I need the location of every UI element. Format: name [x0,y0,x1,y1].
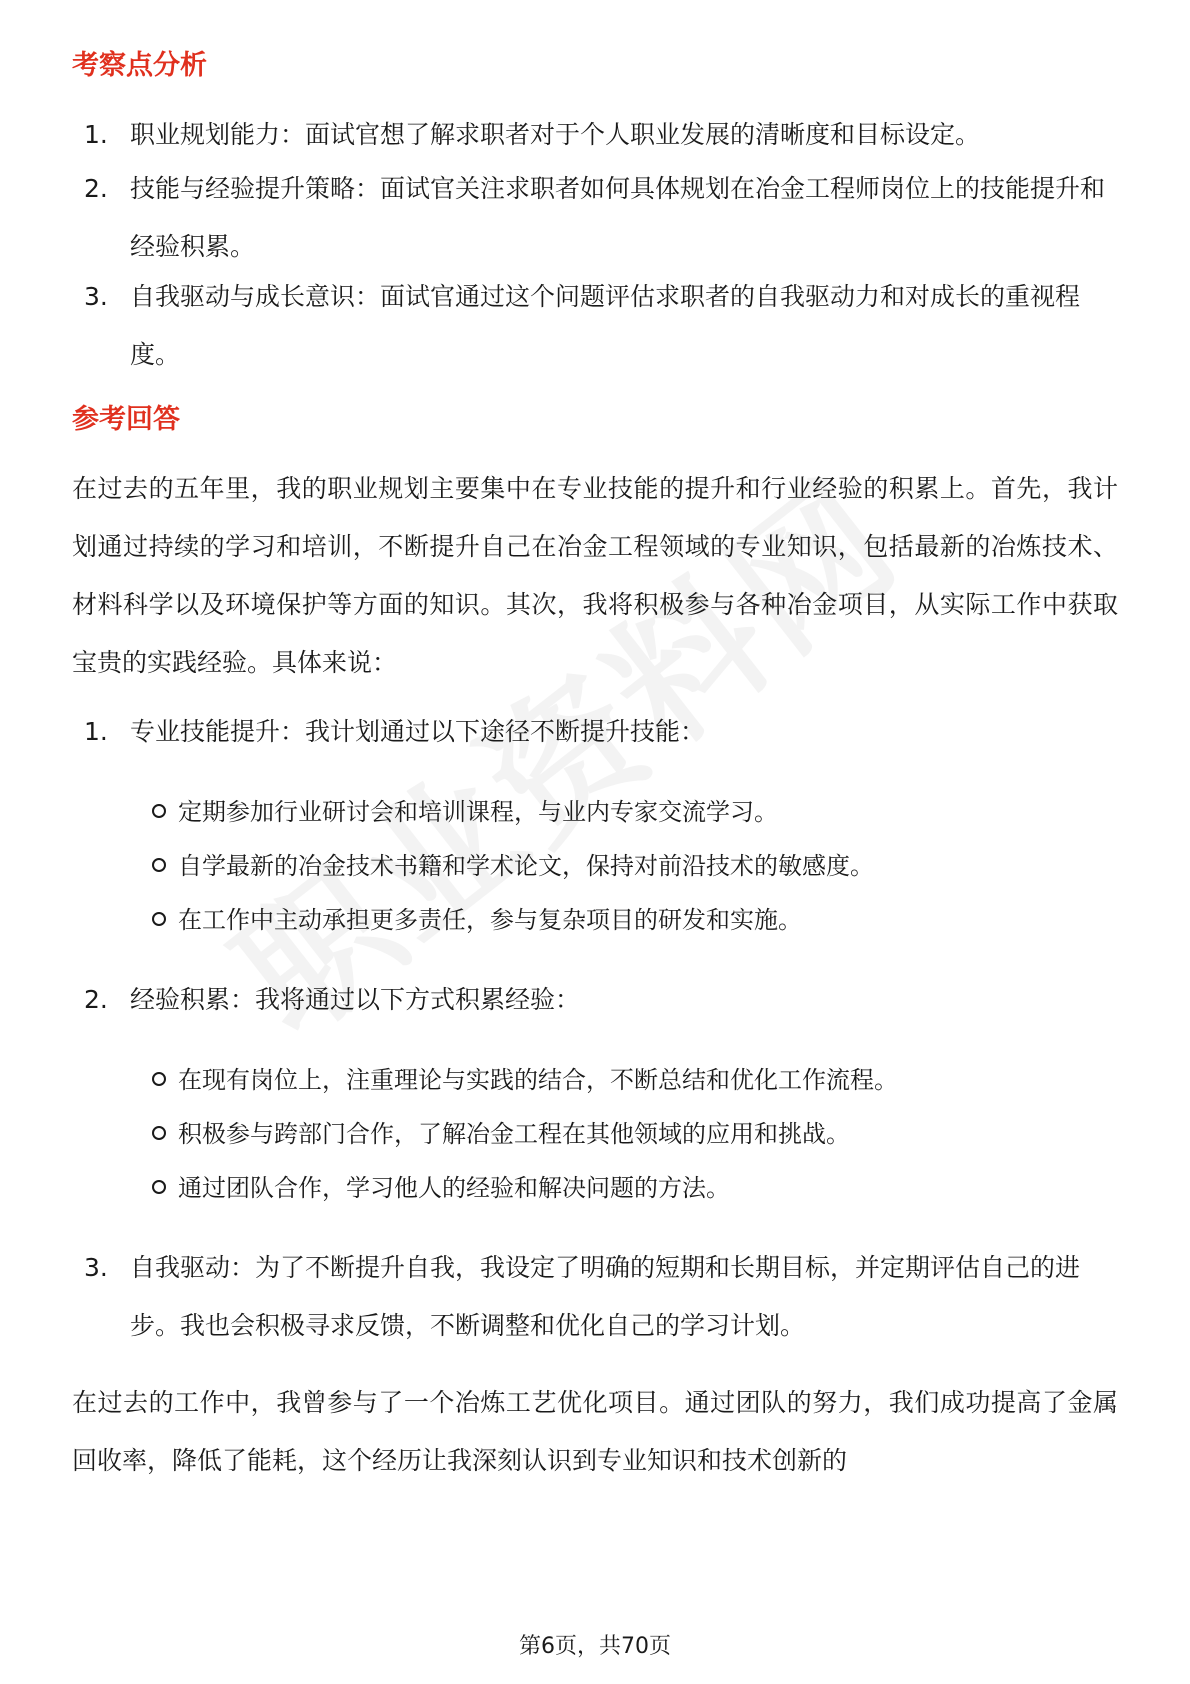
hollow-bullet-icon [152,1126,166,1140]
bullet-text: 定期参加行业研讨会和培训课程，与业内专家交流学习。 [178,798,778,826]
hollow-bullet-icon [152,1072,166,1086]
bullet-item [152,1168,1112,1208]
item-text: 专业技能提升：我计划通过以下途径不断提升技能： [130,717,706,746]
item-number: 3. [84,282,108,311]
item-text: 自我驱动与成长意识：面试官通过这个问题评估求职者的自我驱动力和对成长的重视程度。 [130,282,1081,369]
bullet-item [152,792,1112,832]
page-footer: 第6页，共70页 [519,1634,671,1659]
item-number: 2. [84,174,108,203]
bullet-item [152,846,1112,886]
item-text: 技能与经验提升策略：面试官关注求职者如何具体规划在冶金工程师岗位上的技能提升和经验积累。 [130,174,1106,261]
bullet-text: 在工作中主动承担更多责任，参与复杂项目的研发和实施。 [178,906,802,934]
bullet-item [152,1060,1112,1100]
item-number: 2. [84,985,108,1014]
hollow-bullet-icon [152,858,166,872]
item-number: 1. [84,120,108,149]
hollow-bullet-icon [152,1180,166,1194]
bullet-text: 在现有岗位上，注重理论与实践的结合，不断总结和优化工作流程。 [178,1066,898,1094]
item-text: 自我驱动：为了不断提升自我，我设定了明确的短期和长期目标，并定期评估自己的进步。我也会积极寻求反馈，不断调整和优化自己的学习计划。 [130,1253,1081,1340]
bullet-item [152,900,1112,940]
section-heading-answer: 参考回答 [72,404,180,435]
section-heading-analysis: 考察点分析 [72,50,207,81]
bullet-item [152,1114,1112,1154]
bullet-text: 通过团队合作，学习他人的经验和解决问题的方法。 [178,1174,730,1202]
answer-closing-paragraph: 在过去的工作中，我曾参与了一个冶炼工艺优化项目。通过团队的努力，我们成功提高了金属回收率，降低了能耗，这个经历让我深刻认识到专业知识和技术创新的 [72,1388,1118,1475]
item-number: 3. [84,1253,108,1282]
item-number: 1. [84,717,108,746]
bullet-text: 积极参与跨部门合作，了解冶金工程在其他领域的应用和挑战。 [178,1120,850,1148]
item-text: 经验积累：我将通过以下方式积累经验： [130,985,581,1014]
item-text: 职业规划能力：面试官想了解求职者对于个人职业发展的清晰度和目标设定。 [130,120,981,149]
hollow-bullet-icon [152,804,166,818]
bullet-text: 自学最新的冶金技术书籍和学术论文，保持对前沿技术的敏感度。 [178,852,874,880]
hollow-bullet-icon [152,912,166,926]
answer-intro-paragraph: 在过去的五年里，我的职业规划主要集中在专业技能的提升和行业经验的积累上。首先，我计划通过持续的学习和培训，不断提升自己在冶金工程领域的专业知识，包括最新的冶炼技术、材料科学以及环境保护等方面的知识。其次，我将积极参与各种冶金项目，从实际工作中获取宝贵的实践经验。具体来说： [72,474,1118,677]
